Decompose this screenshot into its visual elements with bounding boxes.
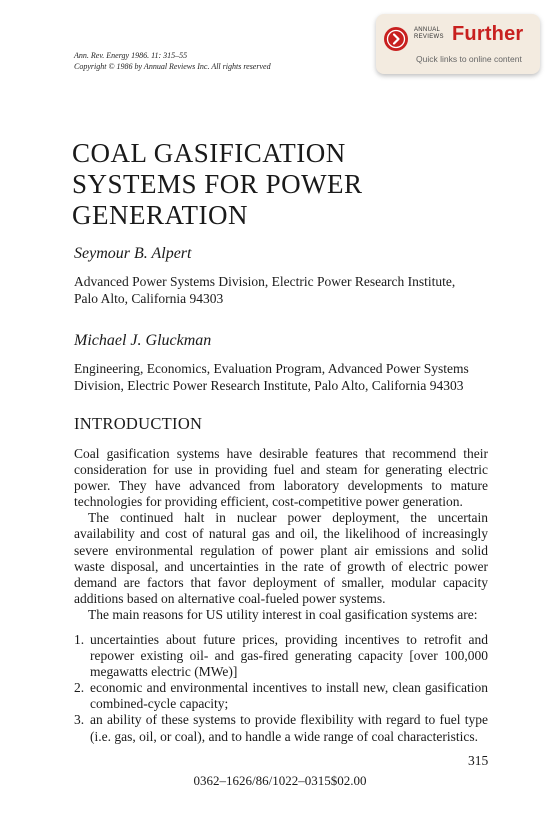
citation-line-copyright: Copyright © 1986 by Annual Reviews Inc. All rights reserved xyxy=(74,62,271,71)
affiliation-line: Division, Electric Power Research Institute, Palo Alto, California 94303 xyxy=(74,378,464,393)
affiliation-line: Palo Alto, California 94303 xyxy=(74,291,224,306)
list-item-text: economic and environmental incentives to install new, clean gasification combined-cycle capacity; xyxy=(90,680,488,712)
paragraph: Coal gasification systems have desirable features that recommend their consideration for use in providing fuel and steam for generating electric power. They have advanced from laboratory developments to mature technologies for providing efficient, cost-competitive power generation. xyxy=(74,446,488,510)
author-affiliation xyxy=(74,273,488,307)
title-line-2: SYSTEMS FOR POWER xyxy=(72,169,363,199)
further-banner[interactable] xyxy=(376,14,540,74)
list-number: 3. xyxy=(74,712,85,728)
author-affiliation xyxy=(74,360,488,394)
author-name: Seymour B. Alpert xyxy=(74,245,192,262)
section-heading: INTRODUCTION xyxy=(74,414,203,433)
banner-subtitle: Quick links to online content xyxy=(416,54,522,64)
banner-reviews: REVIEWS xyxy=(414,34,444,40)
banner-annual: ANNUAL xyxy=(414,27,441,33)
list-number: 2. xyxy=(74,680,85,696)
article-title xyxy=(72,138,363,231)
author-name: Michael J. Gluckman xyxy=(74,332,212,349)
affiliation-line: Engineering, Economics, Evaluation Program, Advanced Power Systems xyxy=(74,361,469,376)
reasons-list xyxy=(74,632,488,745)
list-item xyxy=(74,680,488,712)
list-number: 1. xyxy=(74,632,85,647)
list-item-text: an ability of these systems to provide flexibility with regard to fuel type (i.e. gas, oil, or coal), and to handle a wide range of coal characteristics. xyxy=(90,712,488,744)
article-code: 0362–1626/86/1022–0315$02.00 xyxy=(193,773,367,788)
banner-further: Further xyxy=(452,23,524,45)
list-item xyxy=(74,632,488,680)
list-item xyxy=(74,712,488,744)
banner-brand xyxy=(414,27,444,41)
journal-citation xyxy=(74,50,271,72)
title-line-1: COAL GASIFICATION xyxy=(72,138,346,168)
affiliation-line: Advanced Power Systems Division, Electric Power Research Institute, xyxy=(74,274,456,289)
body-text xyxy=(74,446,488,623)
page-number: 315 xyxy=(468,753,489,768)
list-item-text: uncertainties about future prices, providing incentives to retrofit and repower existing oil- and gas-fired generating capacity [over 100,000 megawatts electric (MWe)] xyxy=(90,632,488,680)
citation-line-journal: Ann. Rev. Energy 1986. 11: 315–55 xyxy=(74,51,188,60)
chevron-right-icon xyxy=(384,27,408,51)
title-line-3: GENERATION xyxy=(72,200,248,230)
paragraph: The continued halt in nuclear power deployment, the uncertain availability and cost of natural gas and oil, the likelihood of increasingly severe environmental regulation of power plant air emissions and solid waste disposal, and uncertainties in the rate of growth of electric power demand are factors that favor deployment of smaller, modular capacity additions based on alternative coal-fueled power systems. xyxy=(74,510,488,606)
paragraph: The main reasons for US utility interest in coal gasification systems are: xyxy=(88,606,478,622)
